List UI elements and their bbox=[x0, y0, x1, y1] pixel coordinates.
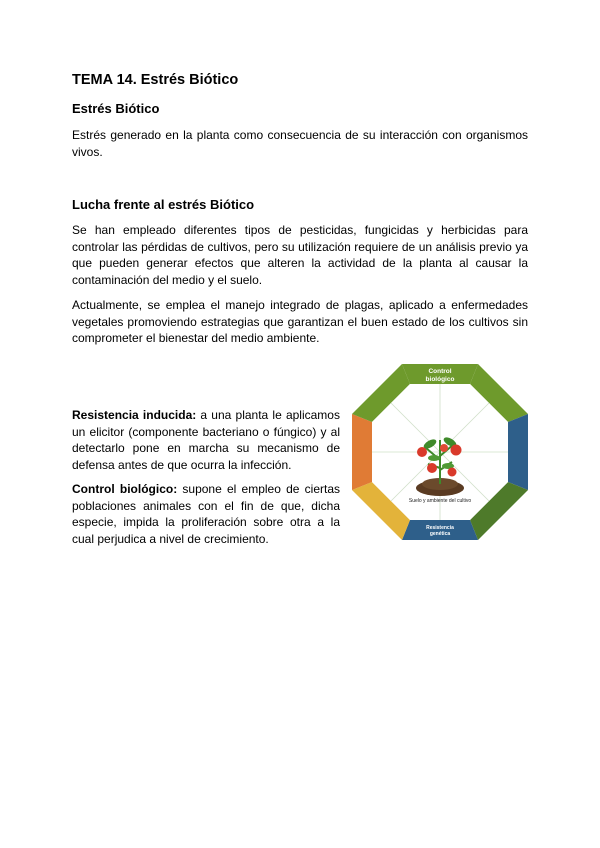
control-paragraph bbox=[72, 481, 340, 547]
control-text: supone el empleo de ciertas poblaciones animales con el fin de que, dicha especie, impida la proliferación sobre otra a la cual perjudica a nivel de crecimiento. bbox=[72, 482, 340, 546]
segment-right bbox=[508, 414, 528, 490]
section-heading-lucha: Lucha frente al estrés Biótico bbox=[72, 197, 255, 212]
definition-paragraph: Estrés generado en la planta como consecuencia de su interacción con organismos vivos. bbox=[72, 128, 528, 159]
resistencia-term: Resistencia inducida: bbox=[72, 408, 197, 422]
label-resistencia-genetica-2: genética bbox=[429, 531, 451, 537]
center-caption: Suelo y ambiente del cultivo bbox=[408, 498, 472, 504]
section-heading-estres-biotico: Estrés Biótico bbox=[72, 101, 160, 116]
control-term: Control biológico: bbox=[72, 482, 178, 496]
ipm-octagon-diagram bbox=[348, 360, 532, 544]
label-control-biologico-1: Control bbox=[428, 368, 452, 375]
resistencia-paragraph bbox=[72, 407, 340, 473]
segment-left bbox=[352, 414, 372, 490]
label-control-biologico-2: biológico bbox=[425, 376, 455, 383]
pesticides-paragraph: Se han empleado diferentes tipos de pesticidas, fungicidas y herbicidas para controlar las pérdidas de cultivos, pero su utilización requiere de un análisis previo ya que pueden generar efectos que alteren la actividad de la planta al causar la contaminación del medio y el suelo. bbox=[72, 223, 528, 287]
integrated-pest-paragraph: Actualmente, se emplea el manejo integrado de plagas, aplicado a enfermedades vegetales promoviendo estrategias que garantizan el buen estado de los cultivos sin comprometer el bienestar del medio ambiente. bbox=[72, 298, 528, 345]
page-title: TEMA 14. Estrés Biótico bbox=[72, 72, 239, 88]
resistencia-text: a una planta le aplicamos un elicitor (componente bacteriano o fúngico) y al detectarlo pone en marcha su mecanismo de defensa antes de que ocurra la infección. bbox=[72, 408, 340, 472]
label-resistencia-genetica-1: Resistencia bbox=[426, 525, 454, 531]
